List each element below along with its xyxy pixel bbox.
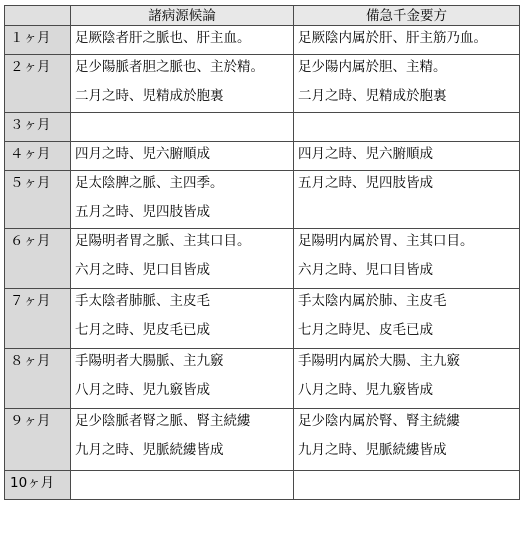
month-cell: ８ヶ月 bbox=[5, 349, 71, 409]
text-cell bbox=[71, 471, 294, 500]
cell-line: 六月之時、児口目皆成 bbox=[298, 262, 433, 278]
cell-line: 手陽明内属於大腸、主九竅 bbox=[298, 353, 460, 369]
cell-line: 手太陰者肺脈、主皮毛 bbox=[75, 293, 210, 309]
month-cell: ６ヶ月 bbox=[5, 229, 71, 289]
text-cell bbox=[294, 55, 520, 113]
month-cell: 10ヶ月 bbox=[5, 471, 71, 500]
cell-line: 五月之時、児四肢皆成 bbox=[298, 175, 433, 191]
cell-line: 手太陰内属於肺、主皮毛 bbox=[298, 293, 447, 309]
cell-line: 九月之時、児脈続縷皆成 bbox=[75, 442, 224, 458]
table-row bbox=[5, 229, 520, 289]
table-row bbox=[5, 409, 520, 471]
table-row bbox=[5, 289, 520, 349]
table-row bbox=[5, 26, 520, 55]
table-row bbox=[5, 55, 520, 113]
cell-line: 手陽明者大腸脈、主九竅 bbox=[75, 353, 224, 369]
month-cell: １ヶ月 bbox=[5, 26, 71, 55]
month-cell: ９ヶ月 bbox=[5, 409, 71, 471]
text-cell bbox=[71, 26, 294, 55]
cell-line: 八月之時、児九竅皆成 bbox=[298, 382, 433, 398]
text-cell bbox=[71, 289, 294, 349]
cell-line: 二月之時、児精成於胞裏 bbox=[298, 88, 447, 104]
month-cell: ２ヶ月 bbox=[5, 55, 71, 113]
cell-line: 足太陰脾之脈、主四季。 bbox=[75, 175, 224, 191]
cell-line: 二月之時、児精成於胞裏 bbox=[75, 88, 224, 104]
text-cell bbox=[71, 55, 294, 113]
cell-line: 足少陽脈者胆之脈也、主於精。 bbox=[75, 59, 264, 75]
table-row bbox=[5, 349, 520, 409]
cell-line: 四月之時、児六腑順成 bbox=[298, 146, 433, 162]
cell-line: 足少陽内属於胆、主精。 bbox=[298, 59, 447, 75]
cell-line: 足陽明内属於胃、主其口目。 bbox=[298, 233, 474, 249]
month-cell: ５ヶ月 bbox=[5, 171, 71, 229]
comparison-table bbox=[4, 5, 520, 500]
text-cell bbox=[71, 142, 294, 171]
month-cell: ３ヶ月 bbox=[5, 113, 71, 142]
table-row bbox=[5, 471, 520, 500]
cell-line: 六月之時、児口目皆成 bbox=[75, 262, 210, 278]
cell-line: 足少陰脈者腎之脈、腎主続縷 bbox=[75, 413, 251, 429]
table-row bbox=[5, 113, 520, 142]
table-row bbox=[5, 142, 520, 171]
cell-line: 九月之時、児脈続縷皆成 bbox=[298, 442, 447, 458]
text-cell bbox=[294, 113, 520, 142]
text-cell bbox=[71, 409, 294, 471]
cell-line: 五月之時、児四肢皆成 bbox=[75, 204, 210, 220]
corner-header-cell bbox=[5, 6, 71, 26]
text-cell bbox=[71, 113, 294, 142]
header-row bbox=[5, 6, 520, 26]
month-cell: ４ヶ月 bbox=[5, 142, 71, 171]
cell-line: 足厥陰者肝之脈也、肝主血。 bbox=[75, 30, 251, 46]
text-cell bbox=[71, 229, 294, 289]
cell-line: 四月之時、児六腑順成 bbox=[75, 146, 210, 162]
text-cell bbox=[294, 409, 520, 471]
text-cell bbox=[294, 26, 520, 55]
text-cell bbox=[294, 229, 520, 289]
text-cell bbox=[71, 349, 294, 409]
month-cell: ７ヶ月 bbox=[5, 289, 71, 349]
text-cell bbox=[294, 471, 520, 500]
cell-line: 七月之時、児皮毛已成 bbox=[75, 322, 210, 338]
cell-line: 七月之時児、皮毛已成 bbox=[298, 322, 433, 338]
column-header-shobyogenkoron: 諸病源候論 bbox=[71, 6, 294, 26]
table-row bbox=[5, 171, 520, 229]
cell-line: 足厥陰内属於肝、肝主筋乃血。 bbox=[298, 30, 487, 46]
cell-line: 足陽明者胃之脈、主其口目。 bbox=[75, 233, 251, 249]
text-cell bbox=[294, 289, 520, 349]
text-cell bbox=[294, 171, 520, 229]
text-cell bbox=[294, 349, 520, 409]
cell-line: 八月之時、児九竅皆成 bbox=[75, 382, 210, 398]
text-cell bbox=[71, 171, 294, 229]
cell-line: 足少陰内属於腎、腎主続縷 bbox=[298, 413, 460, 429]
text-cell bbox=[294, 142, 520, 171]
column-header-bikyusenkinyoho: 備急千金要方 bbox=[294, 6, 520, 26]
